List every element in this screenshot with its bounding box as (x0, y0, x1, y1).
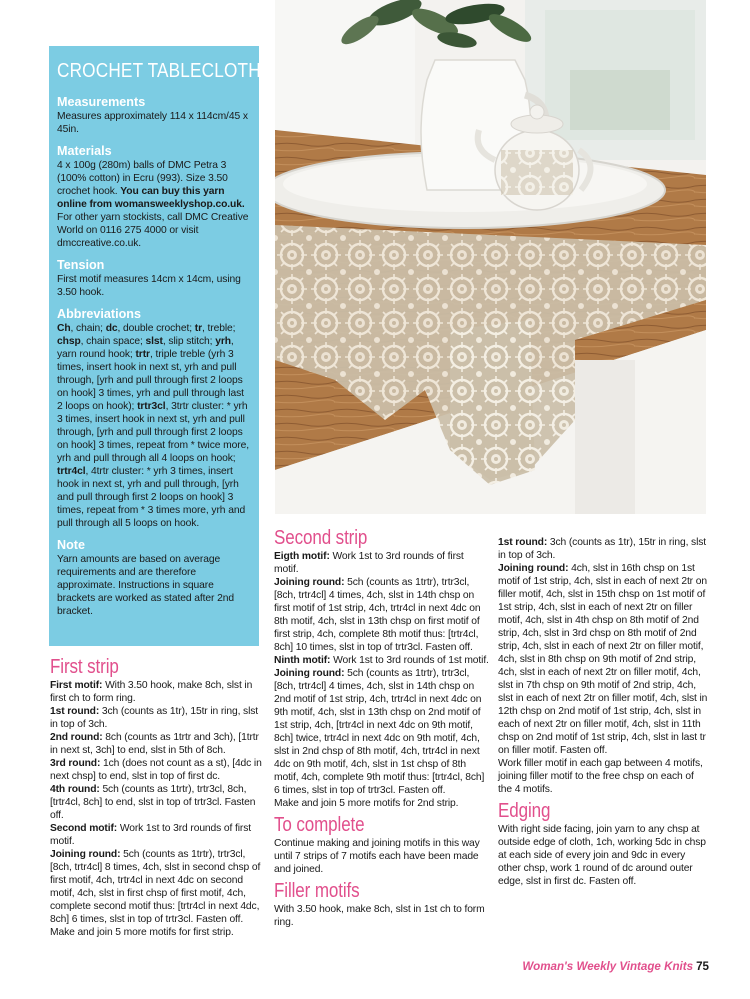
abbreviation-term: slst (145, 336, 163, 347)
instruction-paragraph: Ninth motif: Work 1st to 3rd rounds of 1st motif. (274, 655, 489, 666)
instruction-paragraph: Joining round: 5ch (counts as 1trtr), trtr3cl, [8ch, trtr4cl] 4 times, 4ch, slst in 14th chsp on first motif of 1st strip, 4ch, trtr4cl in next 4dc on 8th motif, 4ch, slst in 13th chsp on first motif of first strip, 4ch, complete 8th motif thus: [trtr4cl, 8ch] 10 times, slst in top of trtr3cl. Fasten off. (274, 577, 481, 653)
instruction-paragraph: Joining round: 5ch (counts as 1trtr), trtr3cl, [8ch, trtr4cl] 4 times, 4ch, slst in 14th chsp on 2nd motif of 1st strip, 4ch, trtr4cl in next 4dc on 9th motif, 4ch, slst in 13th chsp on 2nd motif of 1st strip, 4ch, [trtr4cl in next 4dc on 9th motif, 8ch] twice, trtr4cl in next 4dc on 9th motif, 4ch, slst in 2nd chsp of 8th motif, 4ch, trtr4cl in next 4dc on 9th motif, 4ch, slst in 1st chsp of 8th motif, 4ch, complete 9th motif thus: [trtr4cl, 8ch] 6 times, slst in top of trtr3cl. Fasten off. (274, 668, 485, 796)
abbreviation-term: yrh (215, 336, 231, 347)
first-strip-heading: First strip (50, 656, 119, 678)
instruction-paragraph: 1st round: 3ch (counts as 1tr), 15tr in ring, slst in top of 3ch. (50, 706, 259, 730)
abbreviation-term: dc (105, 323, 118, 334)
measurements-text: Measures approximately 114 x 114cm/45 x 45in. (57, 111, 248, 135)
materials-text: 4 x 100g (280m) balls of DMC Petra 3 (100% cotton) in Ecru (993). Size 3.50 crochet hook. You can buy this yarn online from womansweeklyshop.co.uk. For other yarn stockists, call DMC Creative World on 0116 275 4000 or visit dmccreative.co.uk. (57, 160, 249, 249)
tension-heading: Tension (57, 258, 105, 272)
instruction-paragraph: 3rd round: 1ch (does not count as a st), [4dc in next chsp] to end, slst in top of first dc. (50, 758, 262, 782)
filler-continued-section (498, 536, 710, 888)
instruction-paragraph: Joining round: 4ch, slst in 16th chsp on 1st motif of 1st strip, 4ch, slst in each of next 2tr on filler motif, 4ch, slst in 15th chsp on 1st motif of 1st strip, 4ch, slst in each of next 2tr on filler motif, 4ch, slst in 4th chsp on 8th motif of 2nd strip, 4ch, slst in 3rd chsp on 8th motif of 2nd strip, 4ch, slst in each of next 2tr on filler motif, 4ch, slst in 8th chsp on 9th motif of 2nd strip, 4ch, slst in each of next 2tr on filler motif, 4ch, slst in 7th chsp on 9th motif of 2nd strip, 4ch, slst in each of next 2tr on filler motif, 4ch, slst in 12th chsp on 2nd motif of 1st strip, 4ch, slst in each of next 2tr on filler motif, 4ch, slst in 11th chsp on 2nd motif of 1st strip, 4ch, slst in last tr on filler motif. Fasten off. (498, 563, 708, 756)
page-footer (522, 960, 709, 973)
instruction-paragraph: Make and join 5 more motifs for 2nd strip. (274, 798, 459, 809)
abbreviation-term: trtr (135, 349, 150, 360)
instruction-paragraph: 4th round: 5ch (counts as 1trtr), trtr3cl, 8ch, [trtr4cl, 8ch] to end, slst in top of trtr3cl. Fasten off. (50, 784, 256, 821)
second-strip-heading: Second strip (274, 527, 368, 549)
info-sidebar (49, 46, 259, 646)
yarn-shop-link: You can buy this yarn online from womansweeklyshop.co.uk. (57, 186, 245, 210)
to-complete-text: Continue making and joining motifs in this way until 7 strips of 7 motifs each have been made and joined. (274, 838, 480, 875)
abbreviation-term: chsp (57, 336, 81, 347)
instruction-paragraph: Joining round: 5ch (counts as 1trtr), trtr3cl, [8ch, trtr4cl] 8 times, 4ch, slst in second chsp of first motif, 4ch, trtr4cl in next 4dc on second motif, 4ch, slst in first chsp of first motif, 4ch, complete second motif thus: [trtr4cl in next 4dc, 8ch] 6 times, slst in top of trtr3cl. Fasten off. (50, 849, 261, 925)
note-text: Yarn amounts are based on average requirements and are therefore approximate. Instructions in square brackets are worked as stated after 2nd bracket. (57, 554, 234, 617)
instruction-paragraph: Make and join 5 more motifs for first strip. (50, 927, 234, 938)
abbreviations-text: Ch, chain; dc, double crochet; tr, treble; chsp, chain space; slst, slip stitch; yrh, yarn round hook; trtr, triple treble (yrh 3 times, insert hook in next st, yrh and pull through, [yrh and pull through first 2 loops on hook] 3 times, yrh and pull through last 2 loops on hook); trtr3cl, 3trtr cluster: * yrh 3 times, insert hook in next st, yrh and pull through, [yrh and pull through first 2 loops on hook] 3 times, repeat from * twice more, yrh and pull through all 4 loops on hook; trtr4cl, 4trtr cluster: * yrh 3 times, insert hook in next st, yrh and pull through, [yrh and pull through first 2 loops on hook] 3 times, repeat from * 3 times more, yrh and pull through all 5 loops on hook. (57, 323, 249, 529)
pattern-title: CROCHET TABLECLOTH (57, 60, 261, 82)
instruction-paragraph: Work filler motif in each gap between 4 motifs, joining filler motif to the free chsp on each of the 4 motifs. (498, 758, 703, 795)
first-strip-body (50, 679, 265, 939)
abbreviation-term: trtr4cl (57, 466, 86, 477)
magazine-name: Woman's Weekly Vintage Knits (522, 960, 694, 973)
instruction-paragraph: 1st round: 3ch (counts as 1tr), 15tr in ring, slst in top of 3ch. (498, 537, 707, 561)
instruction-paragraph: 2nd round: 8ch (counts as 1trtr and 3ch), [1trtr in next st, 3ch] to end, slst in 5th of 8ch. (50, 732, 259, 756)
abbreviation-term: tr (194, 323, 202, 334)
abbreviation-term: Ch (57, 323, 71, 334)
tension-text: First motif measures 14cm x 14cm, using 3.50 hook. (57, 274, 241, 298)
edging-heading: Edging (498, 800, 551, 822)
filler-motifs-body (498, 536, 710, 796)
materials-heading: Materials (57, 144, 112, 158)
filler-motifs-text: With 3.50 hook, make 8ch, slst in 1st ch to form ring. (274, 904, 485, 928)
page-number: 75 (696, 960, 709, 973)
note-heading: Note (57, 538, 85, 552)
abbreviation-term: trtr3cl (137, 401, 166, 412)
instruction-paragraph: Eigth motif: Work 1st to 3rd rounds of first motif. (274, 551, 464, 575)
instruction-paragraph: Second motif: Work 1st to 3rd rounds of first motif. (50, 823, 251, 847)
filler-motifs-heading: Filler motifs (274, 880, 360, 902)
second-strip-body (274, 550, 490, 810)
second-strip-section (274, 527, 490, 929)
tablecloth-photo (275, 0, 706, 514)
instruction-paragraph: First motif: With 3.50 hook, make 8ch, slst in first ch to form ring. (50, 680, 253, 704)
measurements-heading: Measurements (57, 95, 146, 109)
to-complete-heading: To complete (274, 814, 365, 836)
edging-text: With right side facing, join yarn to any chsp at outside edge of cloth, 1ch, working 5dc in chsp at each side of every join and 9dc in every other chsp, work 1 round of dc around outer edge, slst in first dc. Fasten off. (498, 824, 706, 887)
first-strip-section (50, 656, 265, 939)
abbreviations-heading: Abbreviations (57, 307, 141, 321)
